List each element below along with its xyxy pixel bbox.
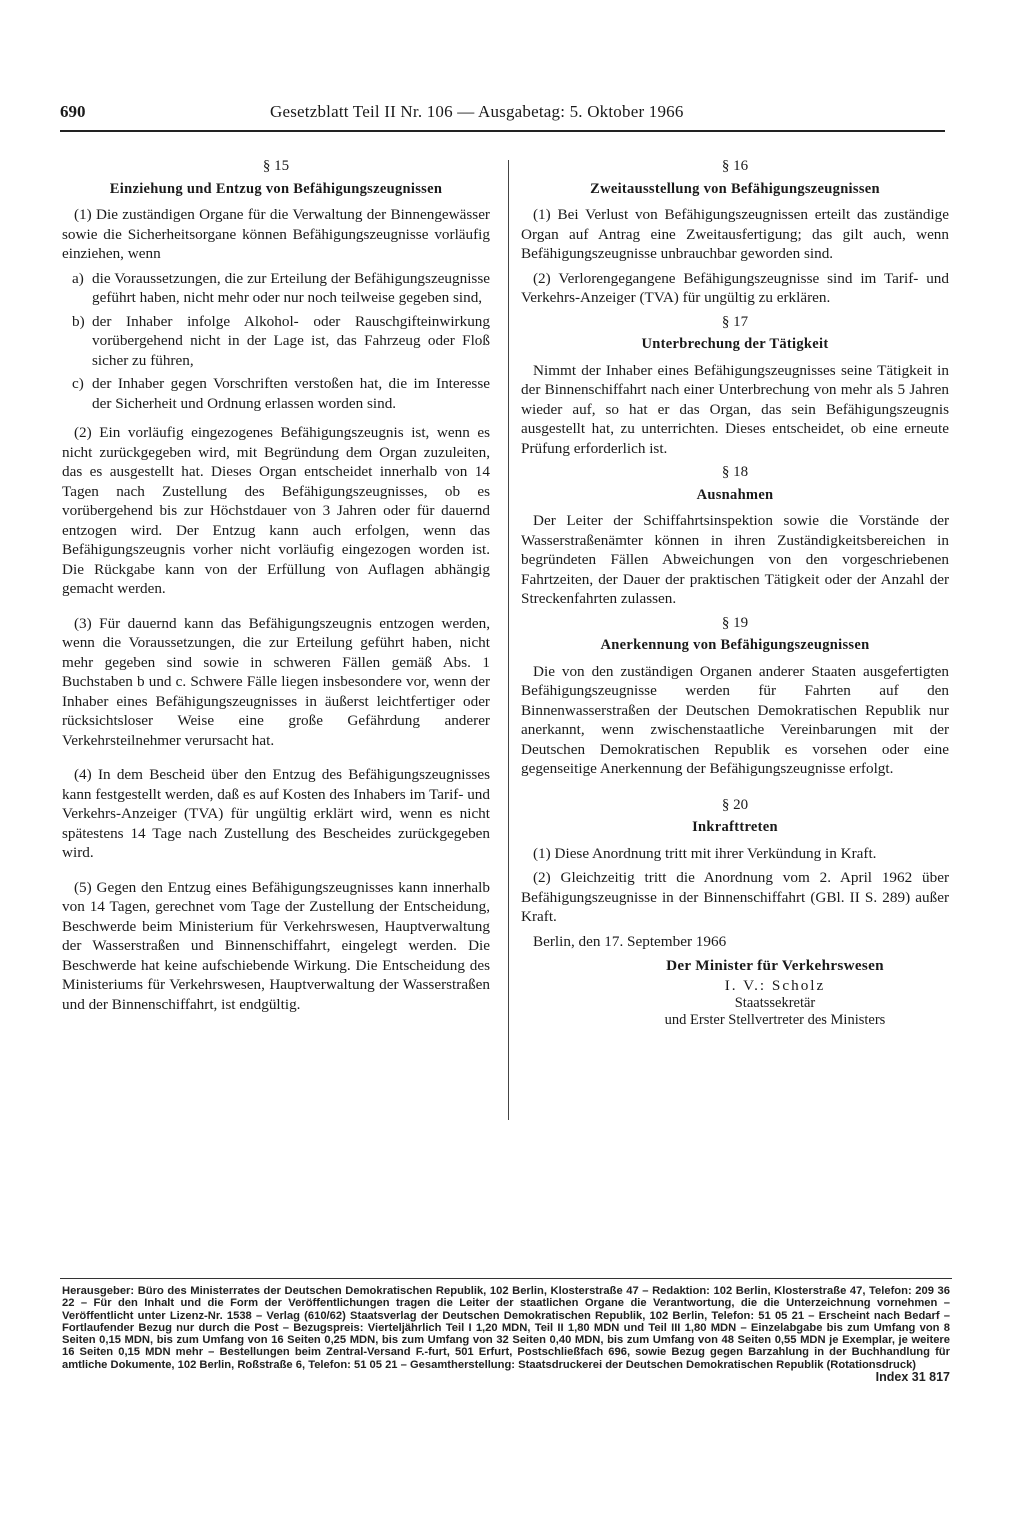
s15-list [62,269,490,414]
s20-paragraph-2: (2) Gleichzeitig tritt die Anordnung vom 2. April 1962 über Befähigungszeugnisse in der Binnenschiffahrt (GBl. II S. 289) außer Kraft. [521,869,949,925]
signer-role-1: Staatssekretär [734,995,816,1011]
s17-paragraph-1: Nimmt der Inhaber eines Befähigungszeugnisses seine Tätigkeit in der Binnenschiffahrt nach einer Unterbrechung von mehr als 5 Jahren wieder auf, so hat er das Organ, das sein Befähigungszeugnis ausgestellt hat, zu unterrichten. Dieses entscheidet, ob eine erneute Prüfung erforderlich ist. [521,361,949,457]
list-text: die Voraussetzungen, die zur Erteilung der Befähigungszeugnisse geführt haben, nicht mehr oder nur noch teilweise gegeben sind, [92,269,490,306]
section-title-16: Zweitausstellung von Befähigungszeugnissen [590,180,880,197]
imprint-text: Herausgeber: Büro des Ministerrates der Deutschen Demokratischen Republik, 102 Berlin, Klosterstraße 47 – Redaktion: 102 Berlin, Klosterstraße 47, Telefon: 209 36 22 – Für den Inhalt und die Form der Veröffentlichungen tragen die Leiter der staatlichen Organe die Verantwortung, die die Unterzeichnung vornehmen – Veröffentlicht unter Lizenz-Nr. 1538 – Verlag (610/62) Staatsverlag der Deutschen Demokratischen Republik, 102 Berlin, Telefon: 51 05 21 – Erscheint nach Bedarf – Fortlaufender Bezug nur durch die Post – Bezugspreis: Vierteljährlich Teil I 1,20 MDN, Teil II 1,80 MDN und Teil III 1,80 MDN – Einzelabgabe bis zum Umfang von 8 Seiten 0,15 MDN, bis zum Umfang von 16 Seiten 0,25 MDN, bis zum Umfang von 32 Seiten 0,40 MDN, bis zum Umfang von 48 Seiten 0,55 MDN je Exemplar, je weitere 16 Seiten 0,15 MDN mehr – Bestellungen beim Zentral-Versand F.-furt, 501 Erfurt, Postschließfach 696, sowie Bezug gegen Barzahlung in der Buchhandlung für amtliche Dokumente, 102 Berlin, Roßstraße 6, Telefon: 51 05 21 – Gesamtherstellung: Staatsdruckerei der Deutschen Demokratischen Republik (Rotationsdruck) [62,1285,950,1371]
index-number: Index 31 817 [875,1370,950,1385]
list-marker: a) [72,269,84,287]
page-header [60,102,945,132]
s15-paragraph-2: (2) Ein vorläufig eingezogenes Befähigungszeugnis ist, wenn es nicht zurückgegeben wird, mit Begründung dem Organ zuzuleiten, das es ausgestellt hat. Dieses Organ entscheidet innerhalb von 14 Tagen nach Zustellung des Befähigungszeugnisses, ob es vorübergehend bis zur Höchstdauer von 3 Jahren oder für dauernd entzogen wird. Der Entzug kann auch erfolgen, wenn das Befähigungszeugnis vorher nicht vorläufig eingezogen worden ist. Die Rückgabe kann von der Erfüllung von Auflagen abhängig gemacht werden. [62,424,490,597]
page-number: 690 [60,102,86,121]
s15-paragraph-3: (3) Für dauernd kann das Befähigungszeugnis entzogen werden, wenn die Voraussetzungen, die zur Erteilung geführt haben, nicht mehr gegeben sind sowie in schweren Fällen gemäß Abs. 1 Buchstaben b und c. Schwere Fälle liegen insbesondere vor, wenn der Inhaber eines Befähigungszeugnisses in äußerst leichtfertiger oder rücksichtsloser Weise eine große Gefährdung anderer Verkehrsteilnehmer verursacht hat. [62,614,490,749]
s15-paragraph-1: (1) Die zuständigen Organe für die Verwaltung der Binnengewässer sowie die Sicherheitsorgane können Befähigungszeugnisse vorläufig einziehen, wenn [62,206,490,262]
section-title-20: Inkrafttreten [692,819,778,835]
left-column [62,155,490,1019]
header-rule [60,130,945,132]
section-number-17: § 17 [721,313,749,330]
list-item [62,312,490,371]
list-marker: b) [72,312,85,330]
list-marker: c) [72,375,84,392]
section-title-17: Unterbrechung der Tätigkeit [641,336,829,352]
signer-name: I. V.: Scholz [724,976,826,994]
s15-paragraph-4: (4) In dem Bescheid über den Entzug des Befähigungszeugnisses kann festgestellt werden, daß es auf Kosten des Inhabers im Tarif- und Verkehrs-Anzeiger (TVA) für ungültig erklärt wird, wenn es nicht spätestens 14 Tage nach Zustellung des Bescheides zurückgegeben wird. [62,766,490,861]
section-title-18: Ausnahmen [696,486,774,503]
section-number-20: § 20 [721,796,749,813]
s16-paragraph-1: (1) Bei Verlust von Befähigungszeugnissen erteilt das zuständige Organ auf Antrag eine Zweitausfertigung; das gilt auch, wenn Befähigungszeugnisse unbrauchbar geworden sind. [521,206,949,262]
signatory-authority: Der Minister für Verkehrswesen [666,957,884,974]
section-number-16: § 16 [721,158,749,174]
list-text: der Inhaber infolge Alkohol- oder Rauschgifteinwirkung vorübergehend nicht in der Lage ist, das Fahrzeug oder Floß sicher zu führen, [92,312,490,369]
s16-paragraph-2: (2) Verlorengegangene Befähigungszeugnisse sind im Tarif- und Verkehrs-Anzeiger (TVA) für ungültig zu erklären. [521,269,949,306]
column-divider [508,160,509,1120]
list-item [62,374,490,413]
signer-role-2: und Erster Stellvertreter des Ministers [664,1012,886,1028]
list-text: der Inhaber gegen Vorschriften verstoßen hat, die im Interesse der Sicherheit und Ordnung erlassen worden sind. [92,375,490,412]
right-column [521,155,949,1029]
imprint-rule [60,1278,952,1279]
section-title-15: Einziehung und Entzug von Befähigungszeugnissen [109,180,443,197]
imprint [62,1285,950,1383]
running-head: Gesetzblatt Teil II Nr. 106 — Ausgabetag: 5. Oktober 1966 [270,102,684,121]
s19-paragraph-1: Die von den zuständigen Organen anderer Staaten ausgefertigten Befähigungszeugnisse werden für Fahrten auf den Binnenwasserstraßen der Deutschen Demokratischen Republik nur anerkannt, wenn zwischenstaatliche Vereinbarungen mit der Deutschen Demokratischen Republik es vorsehen oder eine gegenseitige Anerkennung der Befähigungszeugnisse erfolgt. [521,662,949,777]
list-item [62,269,490,308]
section-number-18: § 18 [721,464,749,480]
s20-paragraph-1: (1) Diese Anordnung tritt mit ihrer Verkündung in Kraft. [533,844,877,862]
section-title-19: Anerkennung von Befähigungszeugnissen [600,637,870,653]
section-number-19: § 19 [721,614,749,631]
signature-place-date: Berlin, den 17. September 1966 [533,932,727,950]
s18-paragraph-1: Der Leiter der Schiffahrtsinspektion sowie die Vorstände der Wasserstraßenämter können in ihren Zuständigkeitsbereichen in begründeten Fällen Abweichungen von den vorgeschriebenen Fahrtzeiten, der Dauer der praktischen Tätigkeit oder der Anzahl der Streckenfahrten zulassen. [521,512,949,607]
section-number-15: § 15 [262,158,290,174]
s15-paragraph-5: (5) Gegen den Entzug eines Befähigungszeugnisses kann innerhalb von 14 Tagen, gerechnet vom Tage der Zustellung der Entscheidung, Beschwerde beim Ministerium für Verkehrswesen, Hauptverwaltung der Wasserstraßen und Binnenschiffahrt, eingelegt werden. Die Beschwerde hat keine aufschiebende Wirkung. Die Entscheidung des Ministeriums für Verkehrswesen, Hauptverwaltung der Wasserstraßen und der Binnenschiffahrt, ist endgültig. [62,878,490,1013]
